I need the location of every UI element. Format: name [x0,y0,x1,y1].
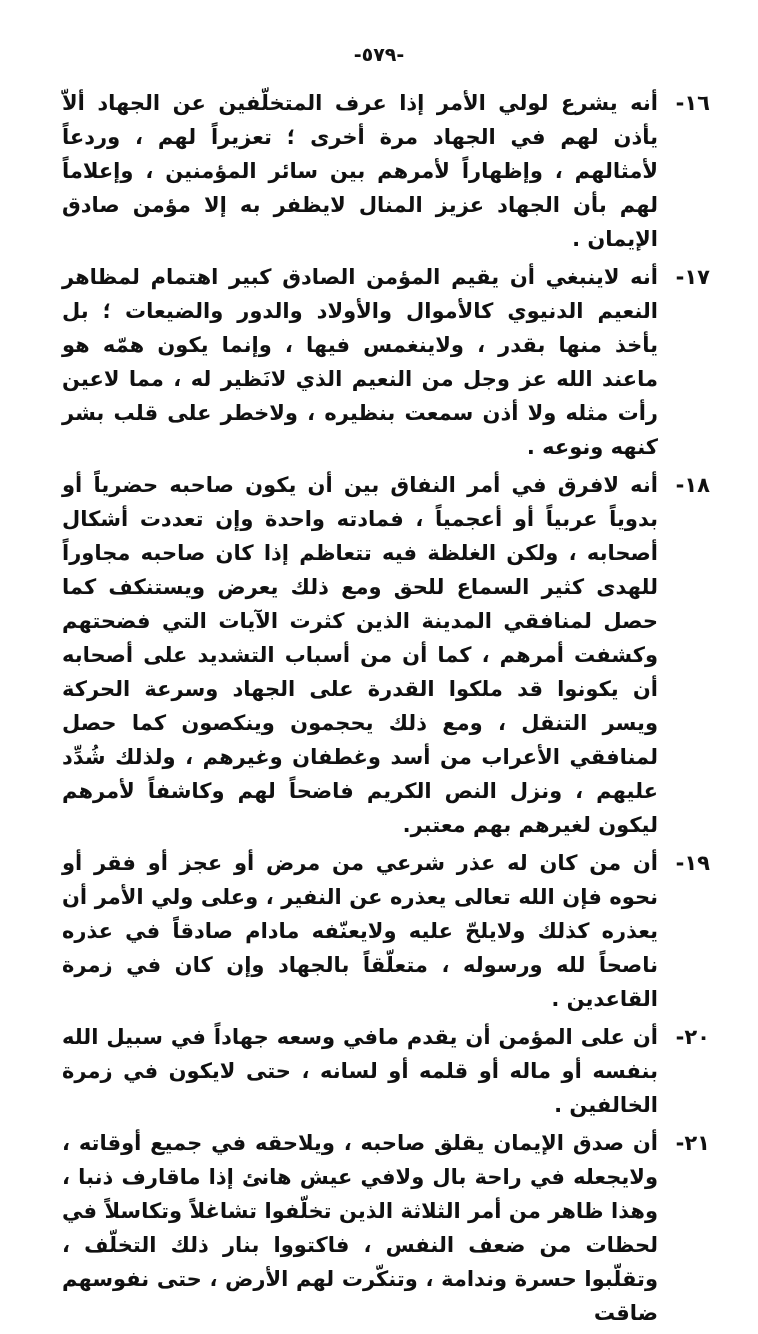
item-text: أن على المؤمن أن يقدم مافي وسعه جهاداً في سبيل الله بنفسه أو ماله أو قلمه أو لسانه ، حتى لايكون في زمرة الخالفين . [62,1025,658,1117]
list-item [62,86,710,256]
page-content [62,86,710,1334]
list-item [62,468,710,842]
item-number: ٢٠- [675,1025,710,1049]
item-text: أنه يشرع لولي الأمر إذا عرف المتخلّفين عن الجهاد ألاّ يأذن لهم في الجهاد مرة أخرى ؛ تعزيراً لهم ، وردعاً لأمثالهم ، وإظهاراً لأمرهم بين سائر المؤمنين ، وإعلاماً لهم بأن الجهاد عزيز المنال لايظفر به إلا مؤمن صادق الإيمان . [62,91,658,251]
item-text: أن صدق الإيمان يقلق صاحبه ، ويلاحقه في جميع أوقاته ، ولايجعله في راحة بال ولافي عيش هانئ إذا ماقارف ذنبا ، وهذا ظاهر من أمر الثلاثة الذين تخلّفوا تشاغلاً وتكاسلاً في لحظات من ضعف النفس ، فاكتووا بنار ذلك التخلّف ، وتقلّبوا حسرة وندامة ، وتنكّرت لهم الأرض ، حتى نفوسهم ضاقت [62,1131,658,1325]
item-text: أن من كان له عذر شرعي من مرض أو عجز أو فقر أو نحوه فإن الله تعالى يعذره عن النفير ، وعلى ولي الأمر أن يعذره كذلك ولايلحّ عليه ولايعنّفه مادام صادقاً في عذره ناصحاً لله ورسوله ، متعلّقاً بالجهاد وإن كان في زمرة القاعدين . [62,851,658,1011]
list-item [62,846,710,1016]
item-number: ١٨- [675,473,710,497]
item-number: ٢١- [675,1131,710,1155]
item-number: ١٩- [675,851,710,875]
page-number: -٥٧٩- [353,44,405,66]
item-number: ١٧- [675,265,710,289]
list-item [62,260,710,464]
list-item [62,1020,710,1122]
item-number: ١٦- [675,91,710,115]
item-text: أنه لاينبغي أن يقيم المؤمن الصادق كبير اهتمام لمظاهر النعيم الدنيوي كالأموال والأولاد والدور والضيعات ؛ بل يأخذ منها بقدر ، ولاينغمس فيها ، وإنما يكون همّه هو ماعند الله عز وجل من النعيم الذي لانَظير له ، مما لاعين رأت مثله ولا أذن سمعت بنظيره ، ولاخطر على قلب بشر كنهه ونوعه . [62,265,658,459]
list-item [62,1126,710,1330]
item-text: أنه لافرق في أمر النفاق بين أن يكون صاحبه حضرياً أو بدوياً عربياً أو أعجمياً ، فمادته واحدة وإن تعددت أشكال أصحابه ، ولكن الغلظة فيه تتعاظم إذا كان صاحبه مجاوراً للهدى كثير السماع للحق ومع ذلك يعرض ويستنكف كما حصل لمنافقي المدينة الذين كثرت الآيات التي فضحتهم وكشفت أمرهم ، كما أن من أسباب التشديد على أصحابه أن يكونوا قد ملكوا القدرة على الجهاد وسرعة الحركة ويسر التنقل ، ومع ذلك يحجمون وينكصون كما حصل لمنافقي الأعراب من أسد وغطفان وغيرهم ، ولذلك شُدِّد عليهم ، ونزل النص الكريم فاضحاً لهم وكاشفاً لأمرهم ليكون لغيرهم بهم معتبر. [62,473,658,837]
